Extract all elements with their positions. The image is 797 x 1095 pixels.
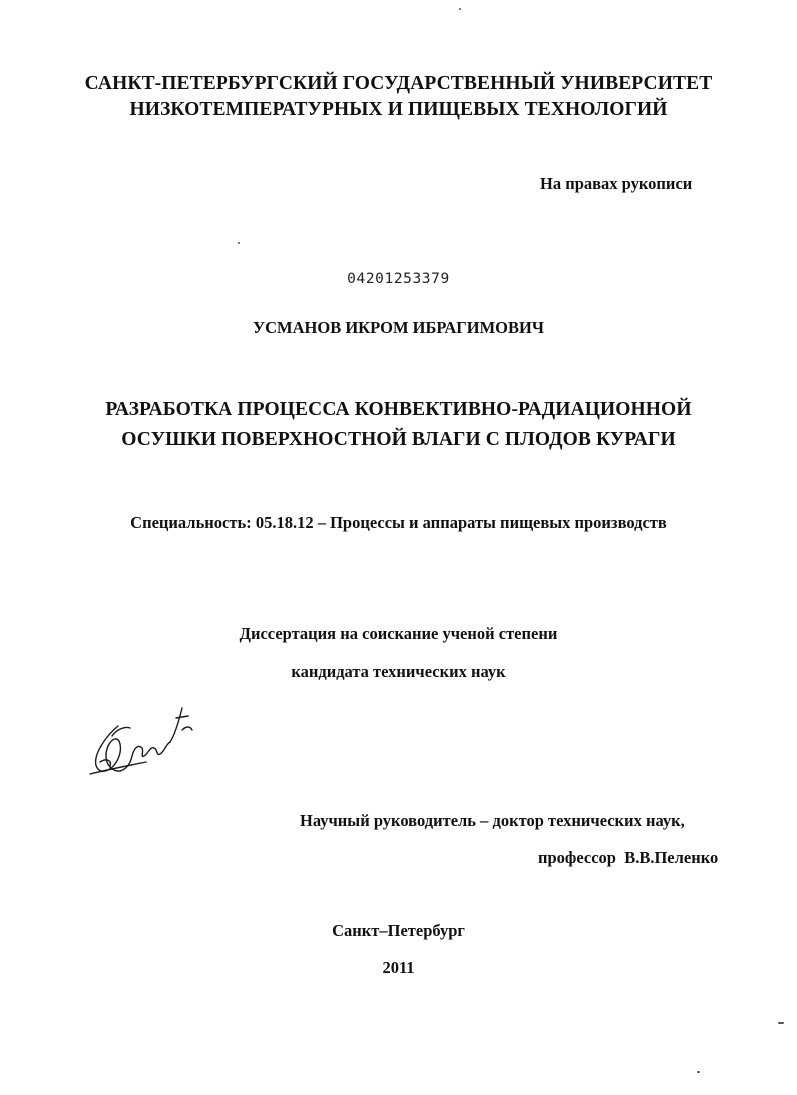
scan-speck xyxy=(778,1022,784,1024)
catalog-number: 04201253379 xyxy=(347,271,450,287)
year: 2011 xyxy=(382,958,415,977)
dissertation-title-line-1: РАЗРАБОТКА ПРОЦЕССА КОНВЕКТИВНО-РАДИАЦИОННОЙ xyxy=(105,399,692,420)
university-name-line-2: НИЗКОТЕМПЕРАТУРНЫХ И ПИЩЕВЫХ ТЕХНОЛОГИЙ xyxy=(129,99,668,120)
university-name-line-1: САНКТ-ПЕТЕРБУРГСКИЙ ГОСУДАРСТВЕННЫЙ УНИВЕРСИТЕТ xyxy=(84,73,713,94)
supervisor-line-2: профессор В.В.Пеленко xyxy=(538,848,719,867)
city: Санкт–Петербург xyxy=(332,921,465,940)
degree-line-1: Диссертация на соискание ученой степени xyxy=(239,624,558,643)
supervisor-line-1: Научный руководитель – доктор технических наук, xyxy=(300,811,685,830)
manuscript-note: На правах рукописи xyxy=(540,174,693,193)
scan-speck xyxy=(697,1071,700,1073)
author-name: УСМАНОВ ИКРОМ ИБРАГИМОВИЧ xyxy=(253,318,544,337)
handwritten-signature xyxy=(86,696,198,784)
specialty: Специальность: 05.18.12 – Процессы и аппараты пищевых производств xyxy=(130,513,667,532)
dissertation-title-line-2: ОСУШКИ ПОВЕРХНОСТНОЙ ВЛАГИ С ПЛОДОВ КУРАГИ xyxy=(121,429,676,450)
degree-line-2: кандидата технических наук xyxy=(291,662,506,681)
scan-speck xyxy=(238,242,240,244)
scan-speck xyxy=(459,8,461,10)
